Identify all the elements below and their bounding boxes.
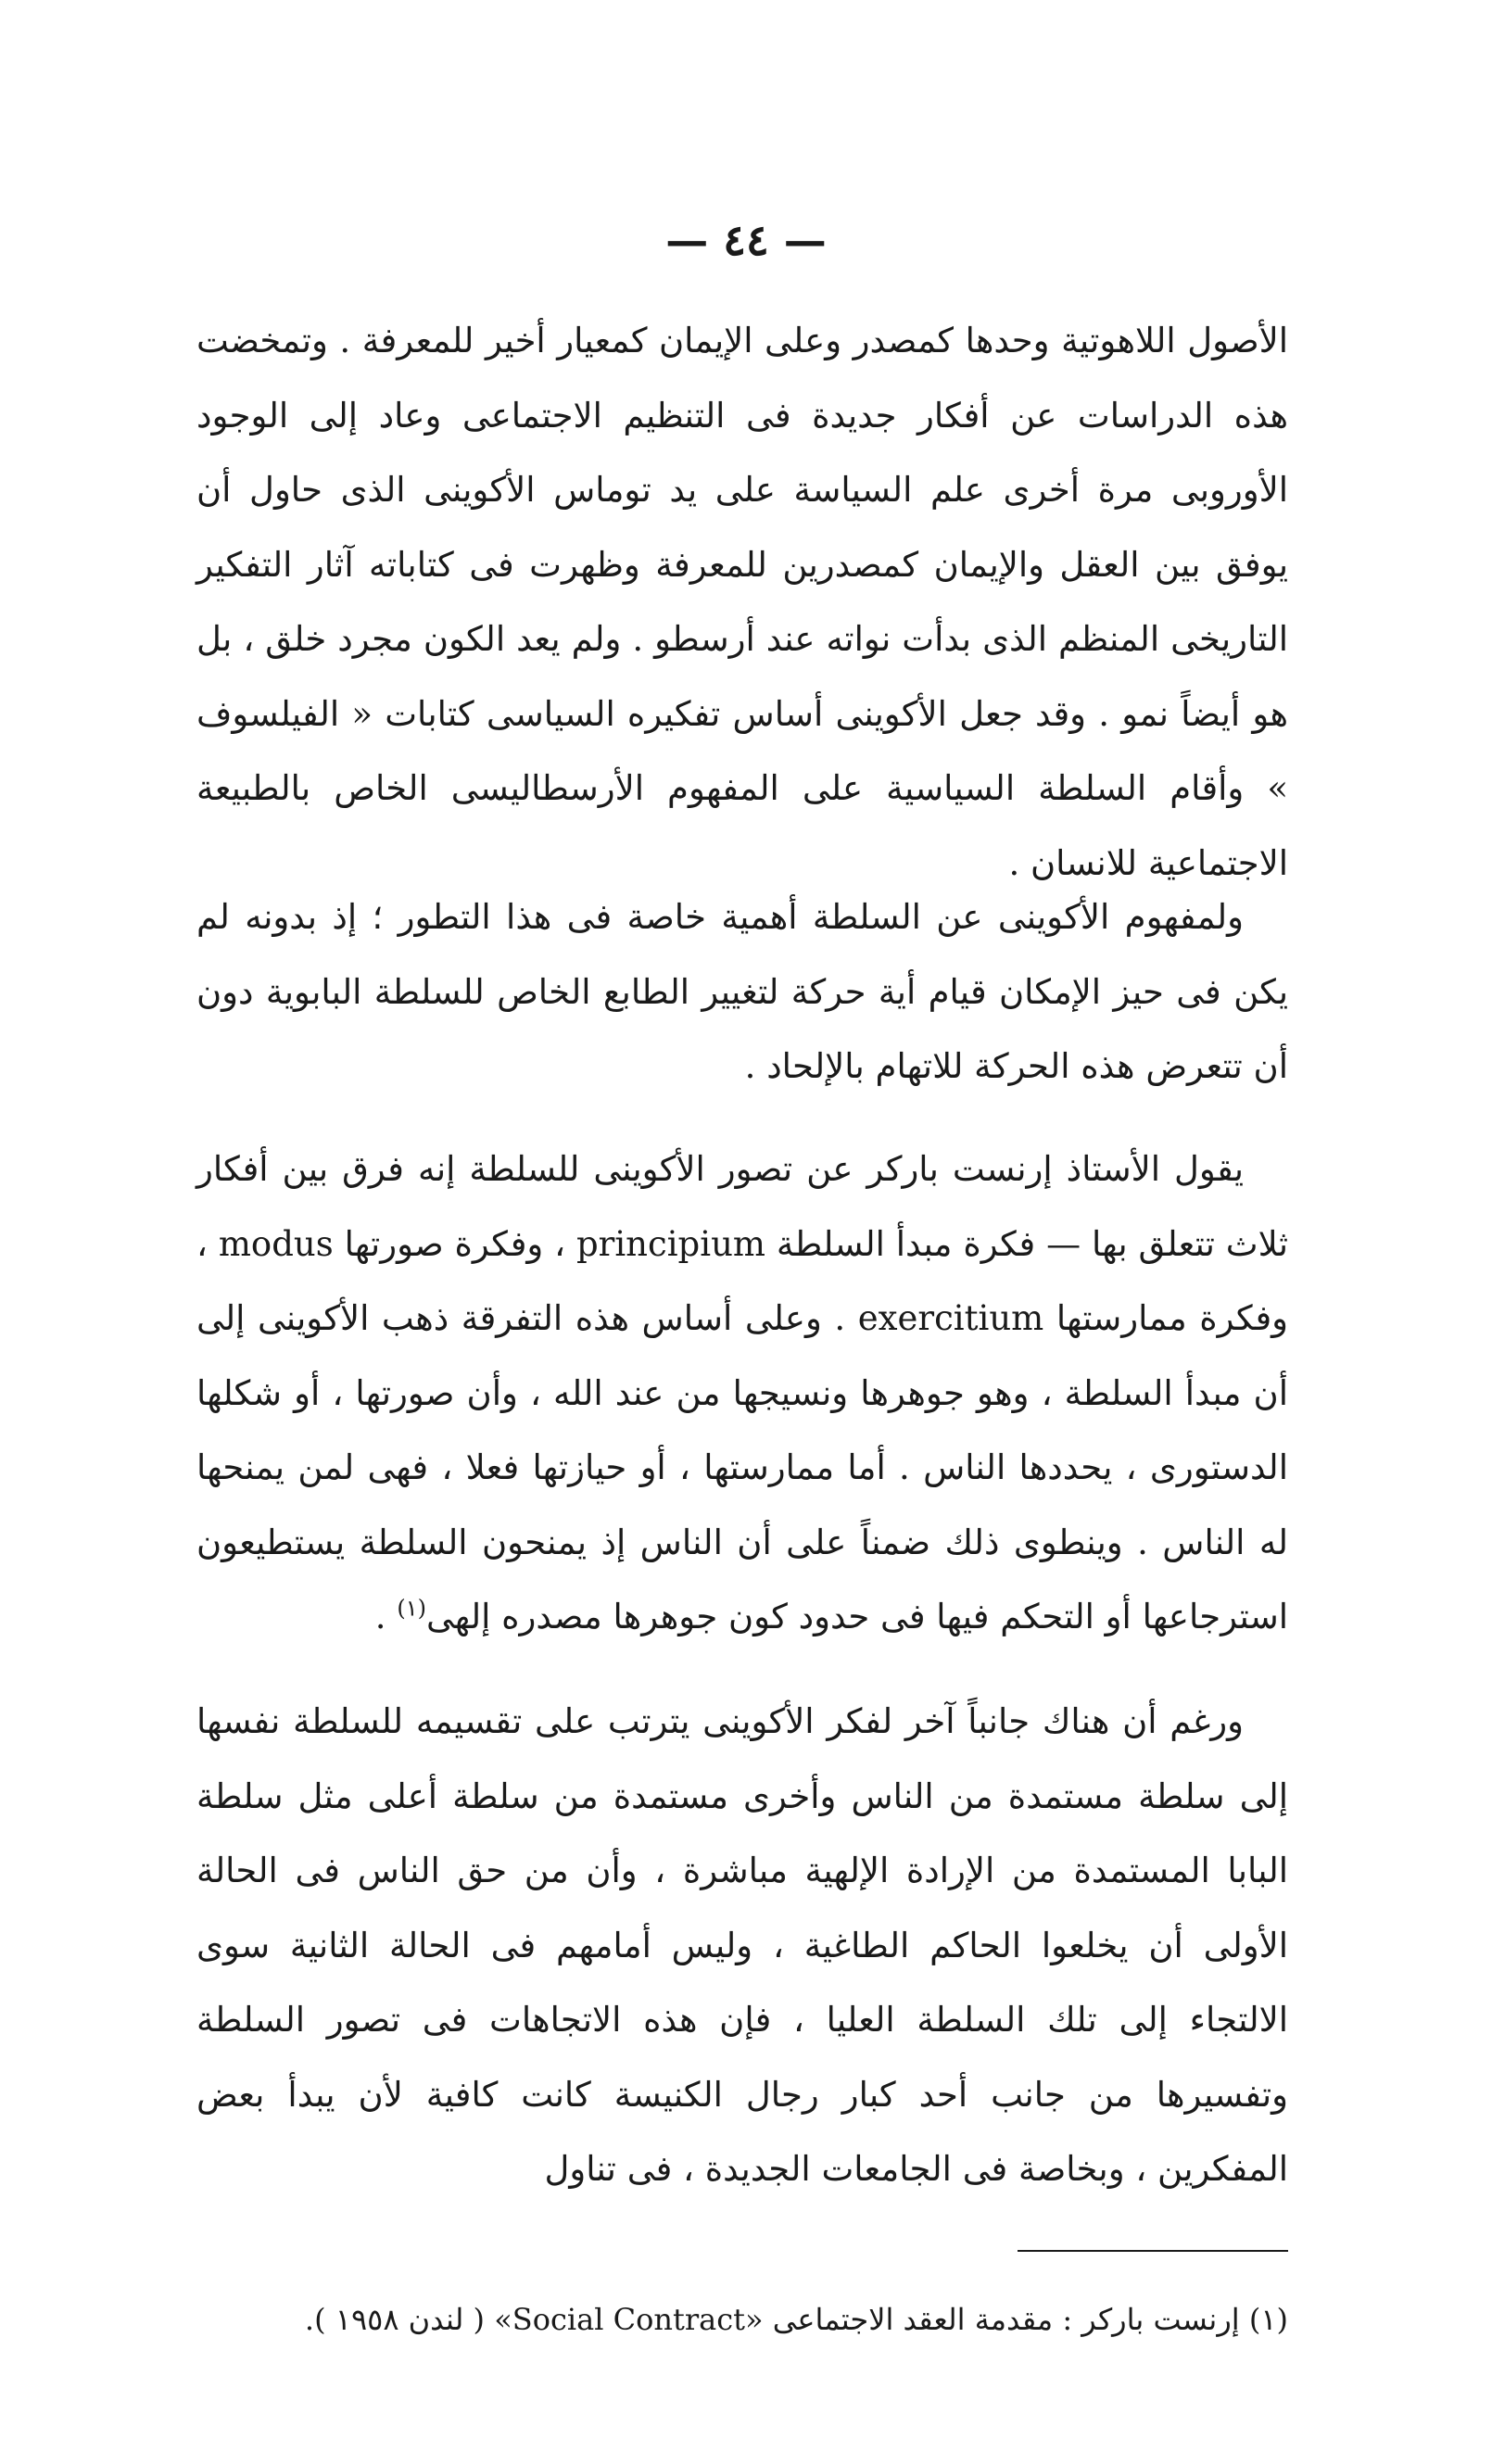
paragraph-1 [196, 304, 1288, 901]
paragraph-2-text: ولمفهوم الأكوينى عن السلطة أهمية خاصة فى هذا التطور ؛ إذ بدونه لم يكن فى حيز الإمكان قيام أية حركة لتغيير الطابع الخاص للسلطة البابوية دون أن تتعرض هذه الحركة للاتهام بالإلحاد . [196, 897, 1288, 1086]
paragraph-2 [196, 880, 1288, 1105]
paragraph-3 [196, 1132, 1288, 1655]
footnote-divider [1018, 2250, 1288, 2252]
footnote: (١) إرنست باركر : مقدمة العقد الاجتماعى «Social Contract» ( لندن ١٩٥٨ ). [304, 2302, 1288, 2337]
paragraph-3-text: يقول الأستاذ إرنست باركر عن تصور الأكوينى للسلطة إنه فرق بين أفكار ثلاث تتعلق بها — فكرة مبدأ السلطة principium ، وفكرة صورتها modus ، وفكرة ممارستها exercitium . وعلى أساس هذه التفرقة ذهب الأكوينى إلى أن مبدأ السلطة ، وهو جوهرها ونسيجها من عند الله ، وأن صورتها ، أو شكلها الدستورى ، يحددها الناس . أما ممارستها ، أو حيازتها فعلا ، فهى لمن يمنحها له الناس . وينطوى ذلك ضمناً على أن الناس إذ يمنحون السلطة يستطيعون استرجاعها أو التحكم فيها فى حدود كون جوهرها مصدره إلهى [196, 1149, 1288, 1636]
paragraph-1-text: الأصول اللاهوتية وحدها كمصدر وعلى الإيمان كمعيار أخير للمعرفة . وتمخضت هذه الدراسات عن أفكار جديدة فى التنظيم الاجتماعى وعاد إلى الوجود الأوروبى مرة أخرى علم السياسة على يد توماس الأكوينى الذى حاول أن يوفق بين العقل والإيمان كمصدرين للمعرفة وظهرت فى كتاباته آثار التفكير التاريخى المنظم الذى بدأت نواته عند أرسطو . ولم يعد الكون مجرد خلق ، بل هو أيضاً نمو . وقد جعل الأكوينى أساس تفكيره السياسى كتابات « الفيلسوف » وأقام السلطة السياسية على المفهوم الأرسطاليسى الخاص بالطبيعة الاجتماعية للانسان . [196, 321, 1288, 883]
paragraph-3-tail: . [374, 1597, 398, 1636]
footnote-reference: (١) [397, 1595, 426, 1622]
paragraph-3-text-wrap [196, 1132, 1288, 1655]
page-number: — ٤٤ — [665, 215, 827, 265]
paragraph-4 [196, 1685, 1288, 2207]
paragraph-4-text: ورغم أن هناك جانباً آخر لفكر الأكوينى يترتب على تقسيمه للسلطة نفسها إلى سلطة مستمدة من الناس وأخرى مستمدة من سلطة أعلى مثل سلطة البابا المستمدة من الإرادة الإلهية مباشرة ، وأن من حق الناس فى الحالة الأولى أن يخلعوا الحاكم الطاغية ، وليس أمامهم فى الحالة الثانية سوى الالتجاء إلى تلك السلطة العليا ، فإن هذه الاتجاهات فى تصور السلطة وتفسيرها من جانب أحد كبار رجال الكنيسة كانت كافية لأن يبدأ بعض المفكرين ، وبخاصة فى الجامعات الجديدة ، فى تناول [196, 1701, 1288, 2189]
